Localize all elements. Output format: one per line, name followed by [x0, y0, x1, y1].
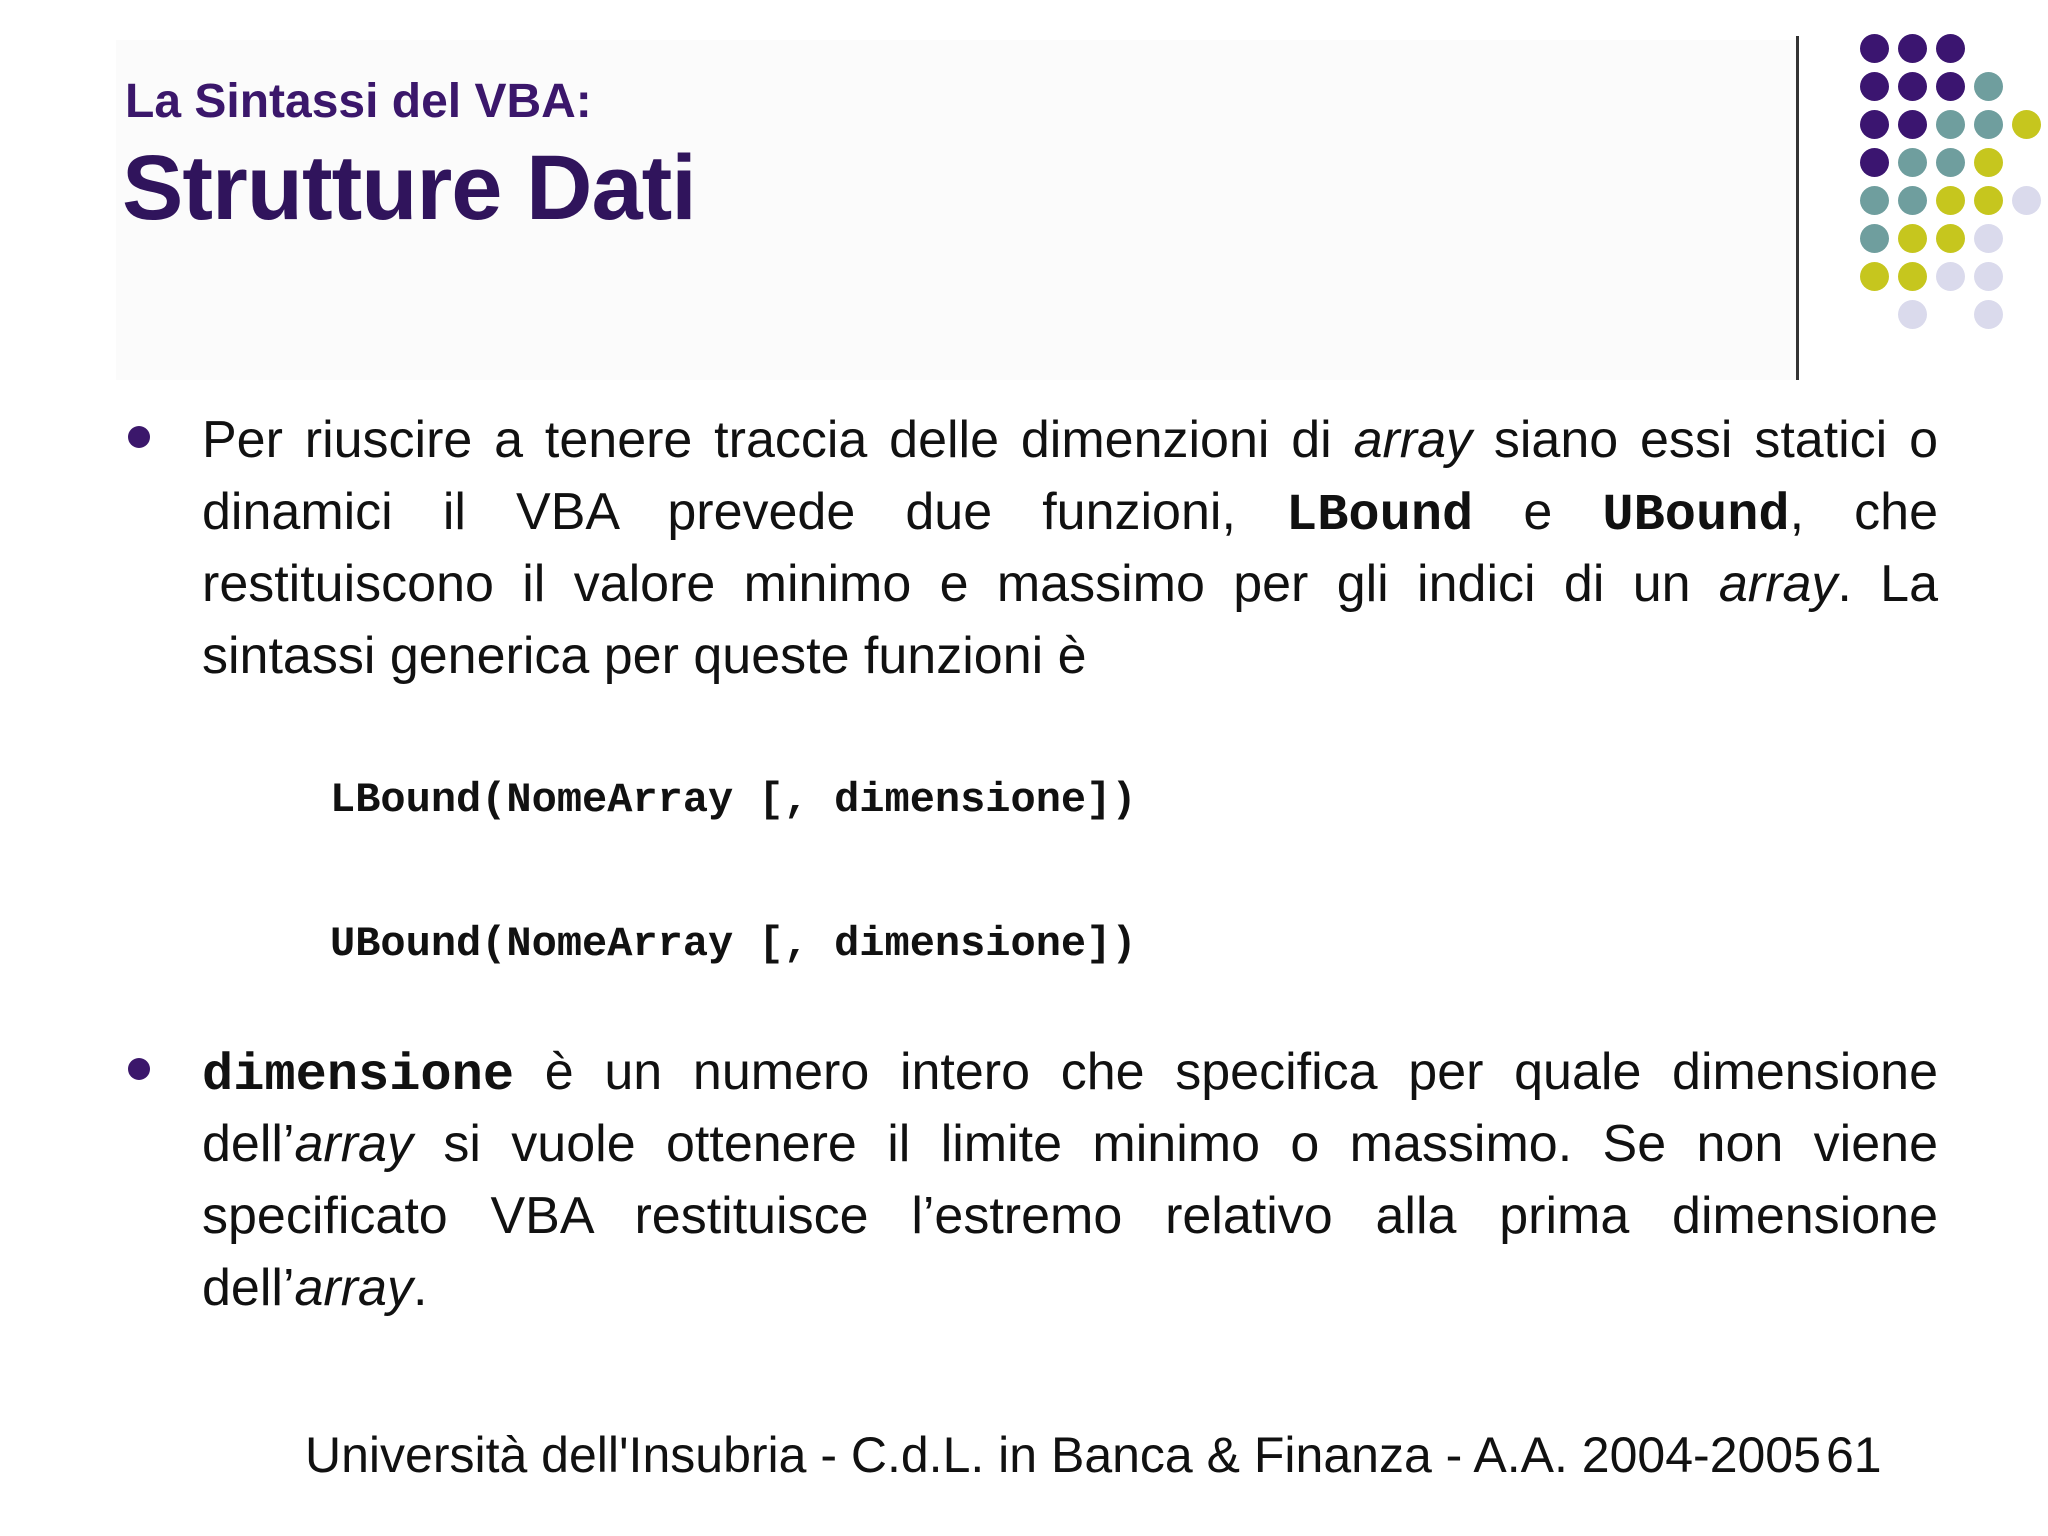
decorative-dot [1936, 110, 1965, 139]
slide-title: Strutture Dati [122, 137, 696, 239]
decorative-dot [1860, 72, 1889, 101]
decorative-dot [2012, 186, 2041, 215]
text-run: . [412, 1259, 428, 1317]
text-run: si vuole ottenere il limite minimo o massimo. Se non viene [412, 1115, 1938, 1173]
italic-term: array [294, 1259, 413, 1317]
decorative-dot [2012, 110, 2041, 139]
paragraph-line [202, 620, 1938, 692]
bullet-icon [128, 426, 150, 448]
divider-line [1796, 36, 1799, 380]
page-number: 61 [1826, 1427, 1882, 1483]
decorative-dot [1974, 300, 2003, 329]
text-run: e [1473, 483, 1603, 541]
decorative-dot [1898, 224, 1927, 253]
code-term: LBound [1286, 486, 1474, 545]
text-run: siano essi statici o [1472, 411, 1938, 469]
text-run: dell’ [202, 1259, 295, 1317]
text-run: specificato VBA restituisce l’estremo relativo alla prima dimensione [202, 1187, 1938, 1245]
bullet-icon [128, 1058, 150, 1080]
decorative-dot [1936, 262, 1965, 291]
paragraph-line [202, 404, 1938, 476]
code-term: dimensione [202, 1046, 515, 1105]
italic-term: array [294, 1115, 413, 1173]
decorative-dot [1860, 224, 1889, 253]
decorative-dot [1898, 262, 1927, 291]
text-run: è un numero intero che specifica per quale dimensione [514, 1043, 1938, 1101]
bullet-paragraph-2 [202, 1036, 1938, 1324]
decorative-dot [1898, 110, 1927, 139]
decorative-dot [1860, 110, 1889, 139]
text-run: dell’ [202, 1115, 295, 1173]
decorative-dot [1898, 186, 1927, 215]
decorative-dot [1860, 148, 1889, 177]
decorative-dot [1936, 148, 1965, 177]
decorative-dot [1936, 186, 1965, 215]
decorative-dot [1936, 34, 1965, 63]
decorative-dot [1936, 224, 1965, 253]
text-run: Per riuscire a tenere traccia delle dimenzioni di [202, 411, 1354, 469]
decorative-dot [1898, 34, 1927, 63]
italic-term: array [1353, 411, 1473, 469]
decorative-dot [1974, 224, 2003, 253]
decorative-dot [1974, 186, 2003, 215]
decorative-dot [1898, 72, 1927, 101]
decorative-dot [1936, 72, 1965, 101]
slide-subtitle: La Sintassi del VBA: [125, 75, 592, 128]
paragraph-line [202, 1180, 1938, 1252]
code-ubound: UBound(NomeArray [, dimensione]) [330, 920, 1137, 968]
text-run: , che [1789, 483, 1938, 541]
decorative-dot [1974, 262, 2003, 291]
footer-text: Università dell'Insubria - C.d.L. in Banca & Finanza - A.A. 2004-2005 [305, 1427, 1821, 1483]
decorative-dot [1974, 148, 2003, 177]
decorative-dot [1860, 34, 1889, 63]
paragraph-line [202, 1036, 1938, 1108]
paragraph-line [202, 476, 1938, 548]
paragraph-line [202, 1252, 1938, 1324]
italic-term: array [1718, 555, 1838, 613]
paragraph-line [202, 1108, 1938, 1180]
decorative-dot [1898, 300, 1927, 329]
paragraph-line [202, 548, 1938, 620]
text-run: . La [1837, 555, 1938, 613]
decorative-dot [1860, 262, 1889, 291]
code-term: UBound [1602, 486, 1790, 545]
text-run: restituiscono il valore minimo e massimo per gli indici di un [202, 555, 1719, 613]
decorative-dot [1974, 72, 2003, 101]
decorative-dot [1974, 110, 2003, 139]
text-run: dinamici il VBA prevede due funzioni, [202, 483, 1286, 541]
decorative-dot [1860, 186, 1889, 215]
code-lbound: LBound(NomeArray [, dimensione]) [330, 776, 1137, 824]
decorative-dot [1898, 148, 1927, 177]
bullet-paragraph-1 [202, 404, 1938, 692]
text-run: sintassi generica per queste funzioni è [202, 627, 1087, 685]
